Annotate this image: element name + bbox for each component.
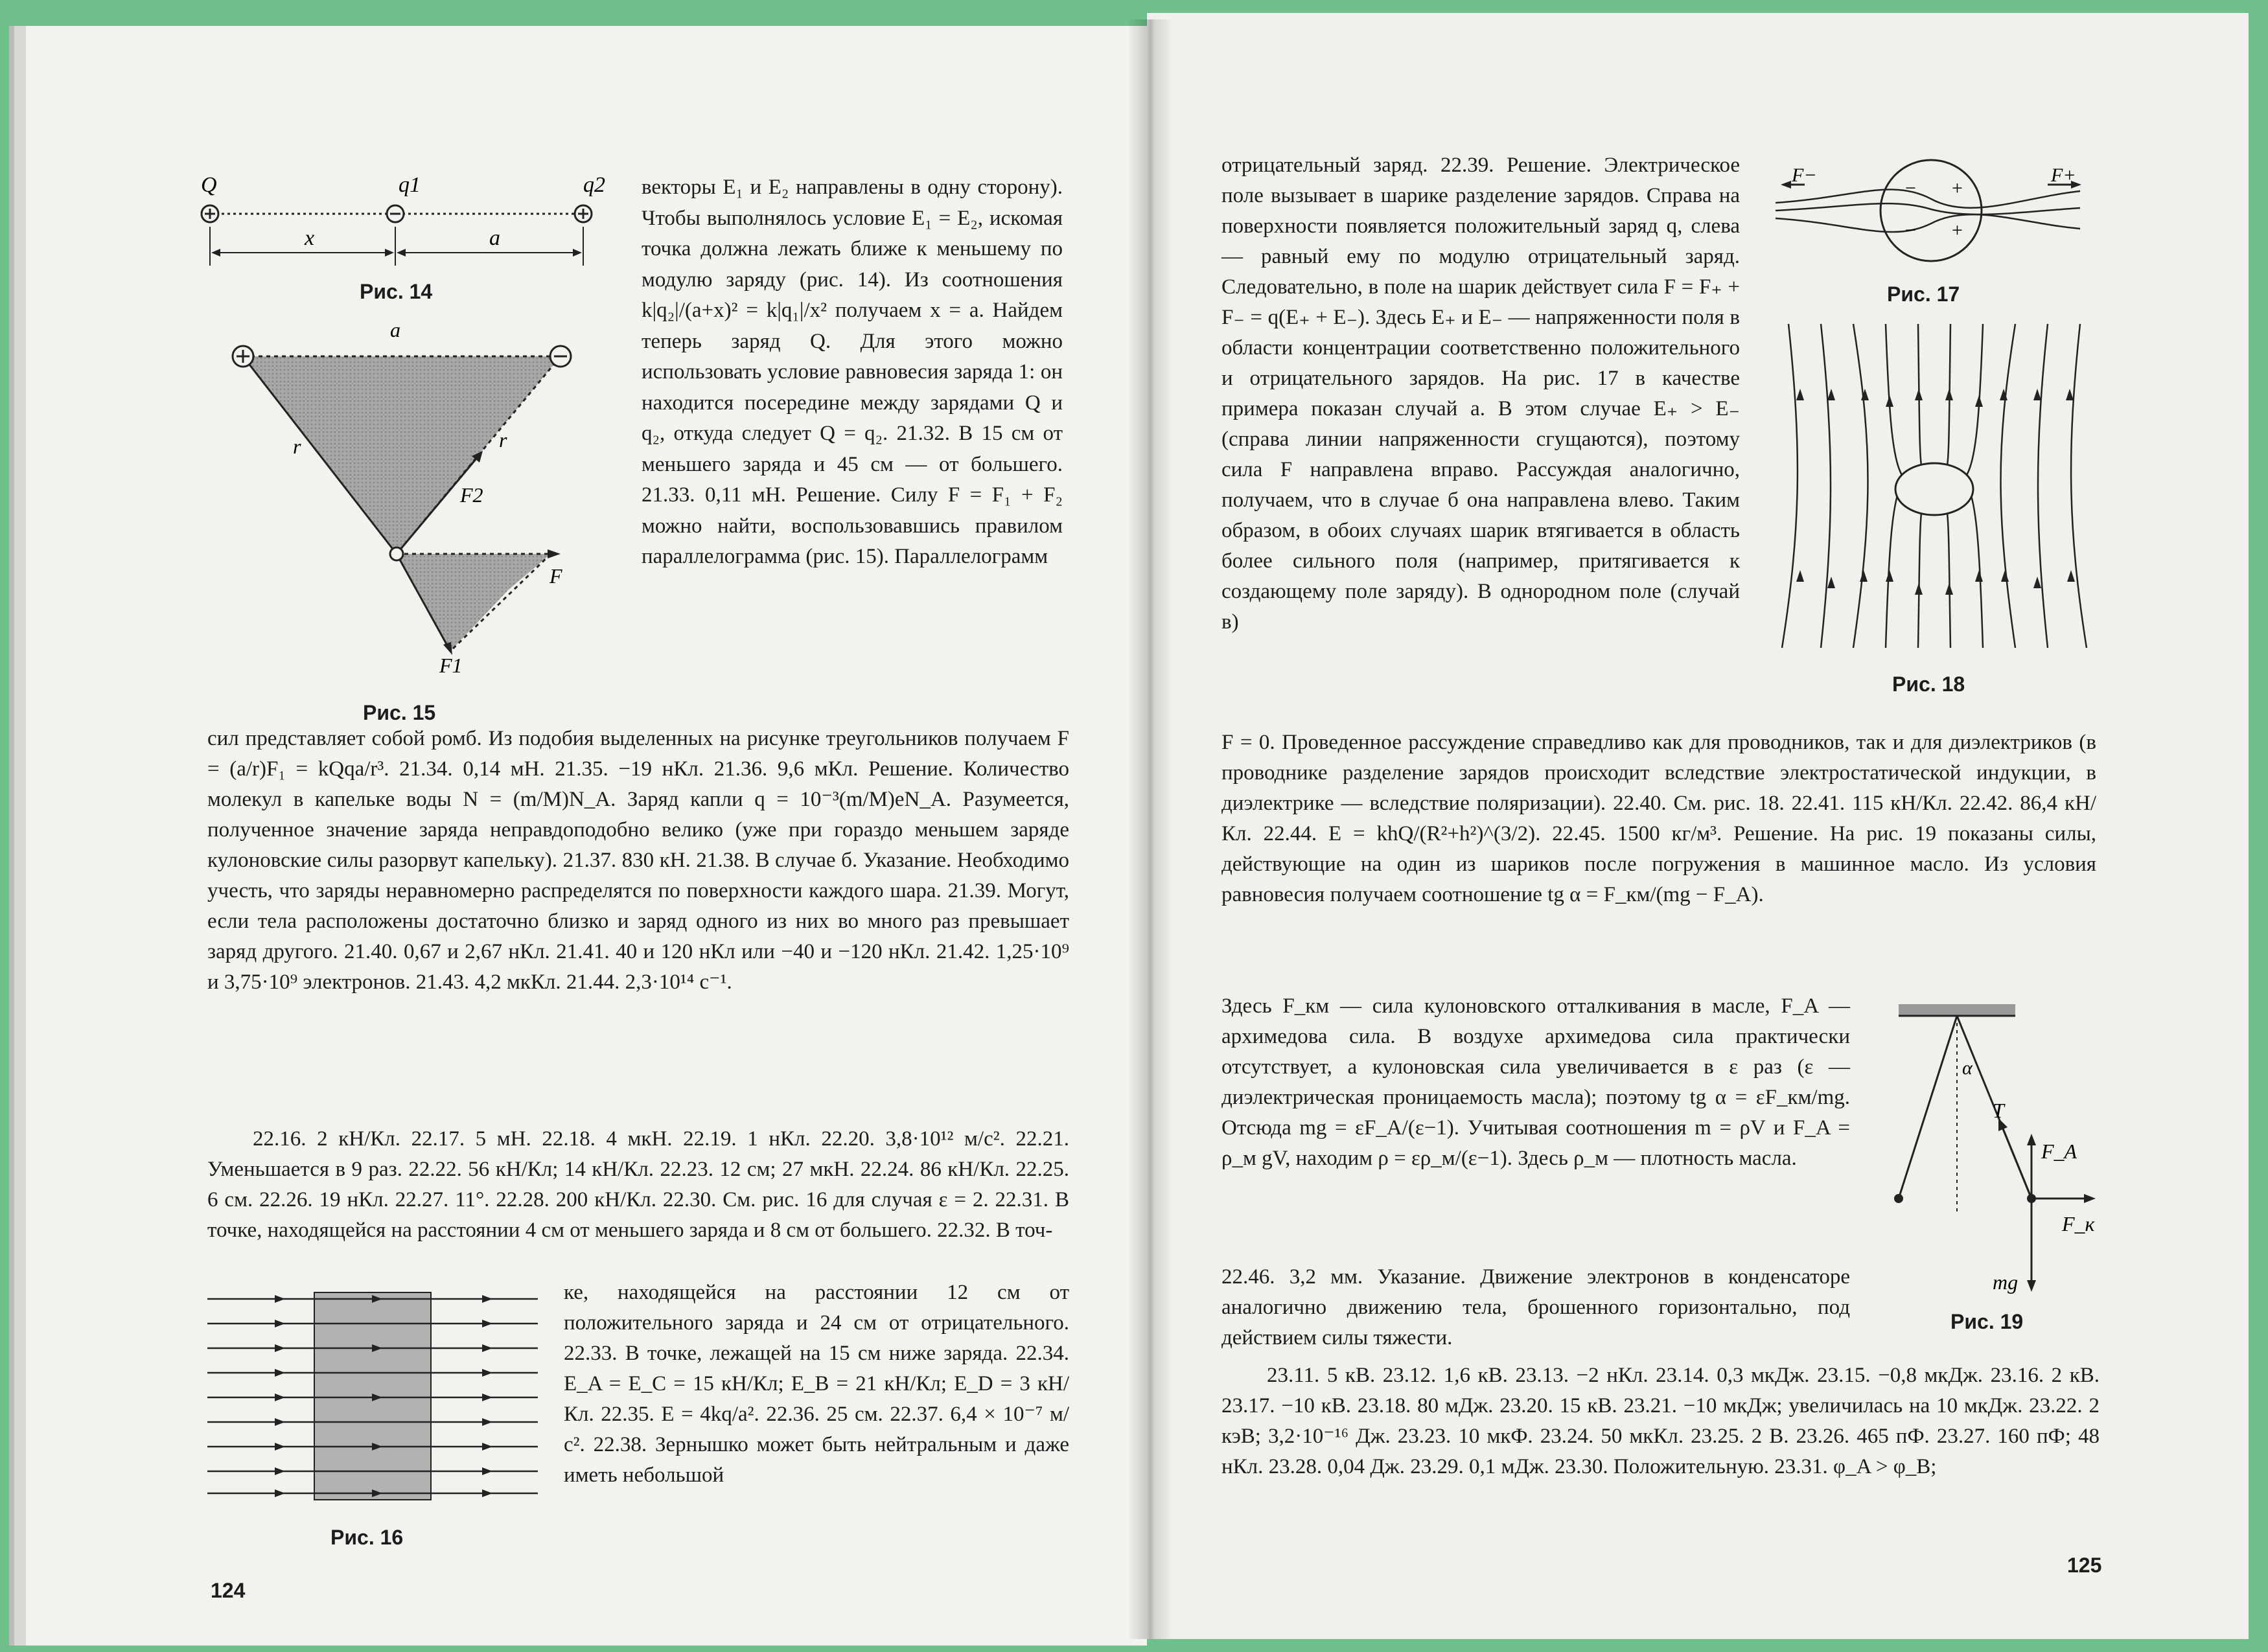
left-column-text-2: ке, находящейся на расстоянии 12 см от положительного заряда и 24 см от отрицательного. 22.33. В точке, лежащей на 15 см ниже заряда. 22.34. E_A = E_C = 15 кН/Кл; E_B = 21 кН/Кл; E_D = 3 кН/Кл. 22.35. E = 4kq/a². 22.36. 25 см. 22.37. 6,4 × 10⁻⁷ м/с². 22.38. Зернышко может быть нейтральным и даже иметь небольшой <box>564 1281 1069 1487</box>
svg-text:+: + <box>1952 178 1963 199</box>
fig16-caption: Рис. 16 <box>330 1526 404 1549</box>
figure-19 <box>1879 998 2100 1309</box>
figure-18 <box>1776 317 2093 654</box>
right-full-text-2: 23.11. 5 кВ. 23.12. 1,6 кВ. 23.13. −2 нКл. 23.14. 0,3 мкДж. 23.15. −0,8 мкДж. 23.16. 2 кВ. 23.17. −10 кВ. 23.18. 80 мДж. 23.20. 15 кВ. 23.21. −10 мкДж; увеличилась на 10 мкДж. 23.22. 2 кэВ; 3,2·10⁻¹⁶ Дж. 23.23. 10 мкФ. 23.24. 50 мкКл. 23.25. 2 В. 23.26. 465 пФ. 23.27. 160 пФ; 48 нКл. 23.28. 0,04 Дж. 23.29. 0,1 мДж. 23.30. Положительную. 23.31. φ_A > φ_B; <box>1221 1364 2100 1478</box>
fig19-label-fk: F_к <box>2062 1212 2095 1235</box>
fig17-caption: Рис. 17 <box>1887 282 1960 306</box>
fig19-label-t: T <box>1993 1099 2004 1122</box>
fig19-label-fa: F_A <box>2041 1140 2077 1163</box>
left-full-text-1: сил представляет собой ромб. Из подобия выделенных на рисунке треугольников получаем F = (a/r)F₁ = kQqa/r³. 21.34. 0,14 мН. 21.35. −19 нКл. 21.36. 9,6 мКл. Решение. Количество молекул в капельке воды N = (m/M)N_A. Заряд капли q = 10⁻³(m/M)eN_A. Разумеется, полученное значение заряда неправдоподобно велико (уже при гораздо меньшем заряде кулоновские силы разорвут капельку). 21.37. 830 кН. 21.38. В случае б. Указание. Необходимо учесть, что заряды неравномерно распределятся по поверхности каждого шара. 21.39. Могут, если тела расположены достаточно близко и заряд одного из них во много раз превышает заряд другого. 21.40. 0,67 и 2,67 нКл. 21.41. 40 и 120 нКл или −40 и −120 нКл. 21.42. 1,25·10⁹ и 3,75·10⁹ электронов. 21.43. 4,2 мкКл. 21.44. 2,3·10¹⁴ с⁻¹. <box>207 727 1069 994</box>
svg-text:−: − <box>1905 178 1916 199</box>
right-page-number: 125 <box>2067 1554 2102 1577</box>
fig15-caption: Рис. 15 <box>363 701 436 724</box>
fig17-label-f-plus: F+ <box>2051 165 2076 186</box>
fig14-label-q: Q <box>201 173 217 197</box>
svg-text:+: + <box>1952 220 1963 241</box>
left-page-number: 124 <box>211 1579 246 1602</box>
fig15-label-a: a <box>390 318 400 341</box>
fig14-caption: Рис. 14 <box>360 280 433 303</box>
fig14-label-q2: q2 <box>583 173 605 197</box>
fig15-label-r-right: r <box>499 428 507 452</box>
fig19-caption: Рис. 19 <box>1950 1310 2024 1333</box>
svg-text:−: − <box>1905 220 1916 241</box>
fig15-label-f1: F1 <box>439 654 463 677</box>
fig14-label-x: x <box>305 226 315 250</box>
fig19-label-alpha: α <box>1962 1057 1973 1079</box>
left-full-text-2: 22.16. 2 кН/Кл. 22.17. 5 мН. 22.18. 4 мкН. 22.19. 1 нКл. 22.20. 3,8·10¹² м/с². 22.21. Уменьшается в 9 раз. 22.22. 56 кН/Кл; 14 кН/Кл. 22.23. 12 см; 27 мкН. 22.24. 86 кН/Кл. 22.25. 6 см. 22.26. 19 нКл. 22.27. 11°. 22.28. 200 кН/Кл. 22.30. См. рис. 16 для случая ε = 2. 22.31. В точке, находящейся на расстоянии 4 см от меньшего заряда и 8 см от большего. 22.32. В точ- <box>207 1127 1069 1242</box>
left-column-text-1: векторы E₁ и E₂ направлены в одну сторону). Чтобы выполнялось условие E₁ = E₂, искомая точка должна лежать ближе к меньшему по модулю заряду (рис. 14). Из соотношения k|q₂|/(a+x)² = k|q₁|/x² получаем x = a. Найдем теперь заряд Q. Для этого можно использовать условие равновесия заряда 1: он находится посередине между зарядами Q и q₂, откуда следует Q = q₂. 21.32. В 15 см от меньшего заряда и 45 см — от большего. 21.33. 0,11 мН. Решение. Силу F = F₁ + F₂ можно найти, воспользовавшись правилом параллелограмма (рис. 15). Параллелограмм <box>642 176 1063 568</box>
right-column-text-3: 22.46. 3,2 мм. Указание. Движение электронов в конденсаторе аналогично движению тела, брошенного горизонтально, под действием силы тяжести. <box>1221 1265 1850 1349</box>
fig14-label-a: a <box>489 226 500 250</box>
right-column-text-2: Здесь F_км — сила кулоновского отталкивания в масле, F_A — архимедова сила. В воздухе архимедова сила практически отсутствует, а кулоновская сила увеличивается в ε раз (ε — диэлектрическая проницаемость масла); поэтому tg α = εF_км/mg. Отсюда mg = εF_A/(ε−1). Учитывая соотношения m = ρV и F_A = ρ_м gV, находим ρ = ερ_м/(ε−1). Здесь ρ_м — плотность масла. <box>1221 994 1850 1170</box>
fig15-label-f: F <box>550 564 562 588</box>
right-full-text-1: F = 0. Проведенное рассуждение справедливо как для проводников, так и для диэлектриков (в проводнике разделение зарядов происходит вследствие электростатической индукции, в диэлектрике — вследствие поляризации). 22.40. См. рис. 18. 22.41. 115 кН/Кл. 22.42. 86,4 кН/Кл. 22.44. E = khQ/(R²+h²)^(3/2). 22.45. 1500 кг/м³. Решение. На рис. 19 показаны силы, действующие на один из шариков после погружения в машинное масло. Из условия равновесия получаем соотношение tg α = F_км/(mg − F_A). <box>1221 731 2096 906</box>
right-column-text-1: отрицательный заряд. 22.39. Решение. Электрическое поле вызывает в шарике разделение зарядов. Справа на поверхности появляется положительный заряд q, слева — равный ему по модулю отрицательный заряд. Следовательно, в поле на шарик действует сила F = F₊ + F₋ = q(E₊ + E₋). Здесь E₊ и E₋ — напряженности поля в области концентрации соответственно положительного и отрицательного зарядов. На рис. 17 в качестве примера показан случай а. В этом случае E₊ > E₋ (справа линии напряженности сгущаются), поэтому сила F направлена вправо. Рассуждая аналогично, получаем, что в случае б она направлена влево. Таким образом, в обоих случаях шарик втягивается в область более сильного поля (например, притягивается к создающему поле заряду). В однородном поле (случай в) <box>1221 154 1740 634</box>
figure-16 <box>207 1286 544 1506</box>
book-gutter <box>1128 19 1173 1639</box>
fig17-label-f-minus: F− <box>1792 165 1817 186</box>
fig18-caption: Рис. 18 <box>1892 672 1965 696</box>
figure-17 <box>1776 152 2087 275</box>
fig15-label-r-left: r <box>293 435 301 458</box>
figure-15 <box>220 317 583 700</box>
fig14-label-q1: q1 <box>399 173 421 197</box>
fig15-label-f2: F2 <box>460 483 483 507</box>
fig19-label-mg: mg <box>1993 1270 2019 1294</box>
